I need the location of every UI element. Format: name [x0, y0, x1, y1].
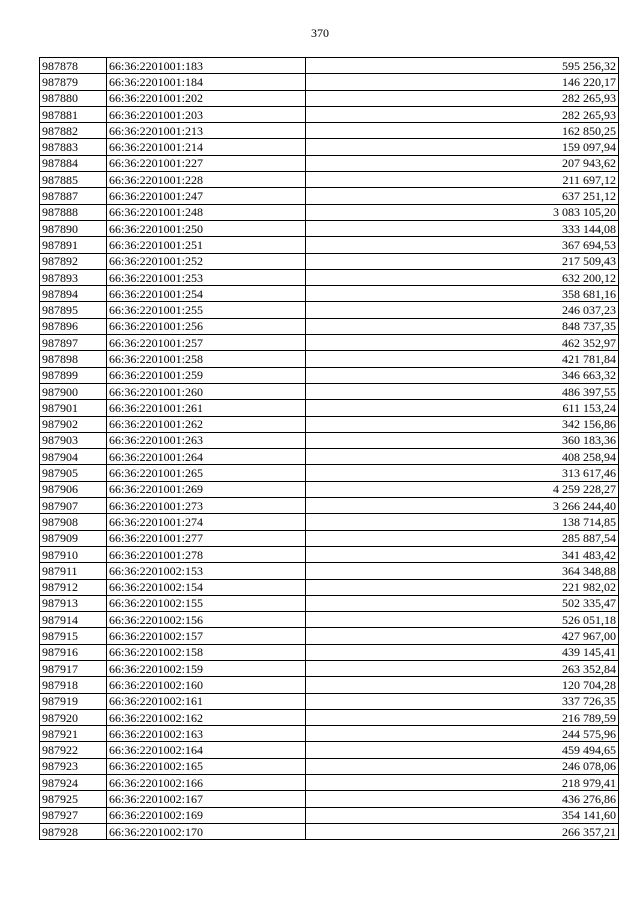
amount-cell: 354 141,60 [306, 807, 619, 823]
amount-cell: 211 697,12 [306, 172, 619, 188]
cadastral-number-cell: 66:36:2201001:250 [107, 220, 306, 236]
table-row [40, 807, 619, 823]
row-number-cell: 987884 [40, 155, 107, 171]
page-number: 370 [311, 26, 329, 40]
cadastral-number-cell: 66:36:2201001:214 [107, 139, 306, 155]
cadastral-number-cell: 66:36:2201001:256 [107, 318, 306, 334]
amount-cell: 502 335,47 [306, 595, 619, 611]
row-number-cell: 987902 [40, 416, 107, 432]
row-number-cell: 987897 [40, 335, 107, 351]
amount-cell: 367 694,53 [306, 237, 619, 253]
amount-cell: 637 251,12 [306, 188, 619, 204]
table-row [40, 172, 619, 188]
row-number-cell: 987896 [40, 318, 107, 334]
cadastral-number-cell: 66:36:2201001:202 [107, 90, 306, 106]
registry-table-body [40, 58, 619, 840]
cadastral-number-cell: 66:36:2201001:278 [107, 546, 306, 562]
table-row [40, 791, 619, 807]
amount-cell: 162 850,25 [306, 123, 619, 139]
amount-cell: 120 704,28 [306, 677, 619, 693]
amount-cell: 459 494,65 [306, 742, 619, 758]
cadastral-number-cell: 66:36:2201001:258 [107, 351, 306, 367]
cadastral-number-cell: 66:36:2201001:265 [107, 465, 306, 481]
table-row [40, 237, 619, 253]
cadastral-number-cell: 66:36:2201001:277 [107, 530, 306, 546]
table-row [40, 546, 619, 562]
table-row [40, 204, 619, 220]
row-number-cell: 987916 [40, 644, 107, 660]
cadastral-number-cell: 66:36:2201001:260 [107, 383, 306, 399]
table-row [40, 220, 619, 236]
cadastral-number-cell: 66:36:2201001:248 [107, 204, 306, 220]
table-row [40, 123, 619, 139]
row-number-cell: 987915 [40, 628, 107, 644]
row-number-cell: 987879 [40, 74, 107, 90]
row-number-cell: 987927 [40, 807, 107, 823]
table-row [40, 660, 619, 676]
row-number-cell: 987912 [40, 579, 107, 595]
cadastral-number-cell: 66:36:2201002:159 [107, 660, 306, 676]
cadastral-number-cell: 66:36:2201001:262 [107, 416, 306, 432]
table-row [40, 367, 619, 383]
cadastral-number-cell: 66:36:2201002:166 [107, 775, 306, 791]
table-row [40, 90, 619, 106]
row-number-cell: 987913 [40, 595, 107, 611]
row-number-cell: 987893 [40, 269, 107, 285]
table-row [40, 644, 619, 660]
cadastral-number-cell: 66:36:2201002:154 [107, 579, 306, 595]
table-row [40, 74, 619, 90]
cadastral-number-cell: 66:36:2201001:264 [107, 449, 306, 465]
row-number-cell: 987925 [40, 791, 107, 807]
row-number-cell: 987921 [40, 726, 107, 742]
cadastral-number-cell: 66:36:2201001:227 [107, 155, 306, 171]
amount-cell: 282 265,93 [306, 90, 619, 106]
table-row [40, 823, 619, 839]
amount-cell: 3 083 105,20 [306, 204, 619, 220]
row-number-cell: 987899 [40, 367, 107, 383]
cadastral-number-cell: 66:36:2201002:157 [107, 628, 306, 644]
amount-cell: 526 051,18 [306, 612, 619, 628]
row-number-cell: 987903 [40, 432, 107, 448]
cadastral-number-cell: 66:36:2201001:273 [107, 498, 306, 514]
amount-cell: 346 663,32 [306, 367, 619, 383]
amount-cell: 282 265,93 [306, 106, 619, 122]
amount-cell: 364 348,88 [306, 563, 619, 579]
cadastral-number-cell: 66:36:2201002:158 [107, 644, 306, 660]
table-row [40, 758, 619, 774]
row-number-cell: 987885 [40, 172, 107, 188]
cadastral-number-cell: 66:36:2201002:156 [107, 612, 306, 628]
cadastral-number-cell: 66:36:2201002:153 [107, 563, 306, 579]
table-row [40, 383, 619, 399]
row-number-cell: 987880 [40, 90, 107, 106]
amount-cell: 427 967,00 [306, 628, 619, 644]
row-number-cell: 987888 [40, 204, 107, 220]
amount-cell: 246 037,23 [306, 302, 619, 318]
amount-cell: 285 887,54 [306, 530, 619, 546]
table-row [40, 530, 619, 546]
amount-cell: 342 156,86 [306, 416, 619, 432]
cadastral-number-cell: 66:36:2201001:274 [107, 514, 306, 530]
cadastral-number-cell: 66:36:2201001:269 [107, 481, 306, 497]
table-row [40, 286, 619, 302]
amount-cell: 266 357,21 [306, 823, 619, 839]
cadastral-number-cell: 66:36:2201002:169 [107, 807, 306, 823]
table-row [40, 302, 619, 318]
table-row [40, 253, 619, 269]
amount-cell: 462 352,97 [306, 335, 619, 351]
cadastral-number-cell: 66:36:2201001:261 [107, 400, 306, 416]
amount-cell: 159 097,94 [306, 139, 619, 155]
amount-cell: 246 078,06 [306, 758, 619, 774]
row-number-cell: 987892 [40, 253, 107, 269]
amount-cell: 244 575,96 [306, 726, 619, 742]
row-number-cell: 987918 [40, 677, 107, 693]
row-number-cell: 987911 [40, 563, 107, 579]
amount-cell: 421 781,84 [306, 351, 619, 367]
amount-cell: 337 726,35 [306, 693, 619, 709]
row-number-cell: 987920 [40, 709, 107, 725]
table-row [40, 579, 619, 595]
cadastral-number-cell: 66:36:2201001:203 [107, 106, 306, 122]
cadastral-number-cell: 66:36:2201001:255 [107, 302, 306, 318]
row-number-cell: 987900 [40, 383, 107, 399]
cadastral-number-cell: 66:36:2201002:162 [107, 709, 306, 725]
row-number-cell: 987894 [40, 286, 107, 302]
amount-cell: 360 183,36 [306, 432, 619, 448]
row-number-cell: 987901 [40, 400, 107, 416]
table-row [40, 514, 619, 530]
row-number-cell: 987914 [40, 612, 107, 628]
cadastral-number-cell: 66:36:2201002:163 [107, 726, 306, 742]
amount-cell: 221 982,02 [306, 579, 619, 595]
amount-cell: 263 352,84 [306, 660, 619, 676]
amount-cell: 341 483,42 [306, 546, 619, 562]
table-row [40, 742, 619, 758]
cadastral-number-cell: 66:36:2201001:247 [107, 188, 306, 204]
cadastral-number-cell: 66:36:2201002:161 [107, 693, 306, 709]
amount-cell: 3 266 244,40 [306, 498, 619, 514]
amount-cell: 333 144,08 [306, 220, 619, 236]
amount-cell: 358 681,16 [306, 286, 619, 302]
cadastral-number-cell: 66:36:2201002:164 [107, 742, 306, 758]
row-number-cell: 987882 [40, 123, 107, 139]
cadastral-number-cell: 66:36:2201001:228 [107, 172, 306, 188]
table-row [40, 139, 619, 155]
table-row [40, 693, 619, 709]
table-row [40, 465, 619, 481]
amount-cell: 439 145,41 [306, 644, 619, 660]
amount-cell: 218 979,41 [306, 775, 619, 791]
row-number-cell: 987908 [40, 514, 107, 530]
row-number-cell: 987878 [40, 58, 107, 74]
table-row [40, 612, 619, 628]
table-row [40, 269, 619, 285]
cadastral-number-cell: 66:36:2201002:160 [107, 677, 306, 693]
cadastral-number-cell: 66:36:2201002:170 [107, 823, 306, 839]
cadastral-number-cell: 66:36:2201001:251 [107, 237, 306, 253]
amount-cell: 486 397,55 [306, 383, 619, 399]
table-row [40, 318, 619, 334]
cadastral-number-cell: 66:36:2201002:155 [107, 595, 306, 611]
amount-cell: 138 714,85 [306, 514, 619, 530]
row-number-cell: 987923 [40, 758, 107, 774]
row-number-cell: 987917 [40, 660, 107, 676]
table-row [40, 449, 619, 465]
amount-cell: 217 509,43 [306, 253, 619, 269]
table-row [40, 432, 619, 448]
table-row [40, 400, 619, 416]
row-number-cell: 987928 [40, 823, 107, 839]
amount-cell: 313 617,46 [306, 465, 619, 481]
table-row [40, 628, 619, 644]
amount-cell: 4 259 228,27 [306, 481, 619, 497]
cadastral-number-cell: 66:36:2201002:167 [107, 791, 306, 807]
cadastral-number-cell: 66:36:2201001:184 [107, 74, 306, 90]
row-number-cell: 987919 [40, 693, 107, 709]
cadastral-number-cell: 66:36:2201001:183 [107, 58, 306, 74]
amount-cell: 146 220,17 [306, 74, 619, 90]
table-row [40, 188, 619, 204]
cadastral-number-cell: 66:36:2201001:252 [107, 253, 306, 269]
row-number-cell: 987887 [40, 188, 107, 204]
table-row [40, 775, 619, 791]
row-number-cell: 987898 [40, 351, 107, 367]
table-row [40, 498, 619, 514]
cadastral-number-cell: 66:36:2201002:165 [107, 758, 306, 774]
table-row [40, 335, 619, 351]
table-row [40, 709, 619, 725]
table-row [40, 481, 619, 497]
amount-cell: 611 153,24 [306, 400, 619, 416]
registry-table [39, 57, 619, 840]
row-number-cell: 987922 [40, 742, 107, 758]
amount-cell: 436 276,86 [306, 791, 619, 807]
row-number-cell: 987906 [40, 481, 107, 497]
cadastral-number-cell: 66:36:2201001:213 [107, 123, 306, 139]
row-number-cell: 987881 [40, 106, 107, 122]
amount-cell: 216 789,59 [306, 709, 619, 725]
row-number-cell: 987909 [40, 530, 107, 546]
row-number-cell: 987883 [40, 139, 107, 155]
amount-cell: 207 943,62 [306, 155, 619, 171]
amount-cell: 632 200,12 [306, 269, 619, 285]
row-number-cell: 987895 [40, 302, 107, 318]
amount-cell: 408 258,94 [306, 449, 619, 465]
table-row [40, 726, 619, 742]
table-row [40, 595, 619, 611]
table-row [40, 106, 619, 122]
row-number-cell: 987904 [40, 449, 107, 465]
row-number-cell: 987907 [40, 498, 107, 514]
row-number-cell: 987890 [40, 220, 107, 236]
table-row [40, 58, 619, 74]
table-row [40, 351, 619, 367]
table-row [40, 563, 619, 579]
amount-cell: 848 737,35 [306, 318, 619, 334]
row-number-cell: 987924 [40, 775, 107, 791]
row-number-cell: 987905 [40, 465, 107, 481]
row-number-cell: 987910 [40, 546, 107, 562]
cadastral-number-cell: 66:36:2201001:254 [107, 286, 306, 302]
table-row [40, 416, 619, 432]
table-row [40, 155, 619, 171]
table-row [40, 677, 619, 693]
cadastral-number-cell: 66:36:2201001:257 [107, 335, 306, 351]
cadastral-number-cell: 66:36:2201001:259 [107, 367, 306, 383]
cadastral-number-cell: 66:36:2201001:263 [107, 432, 306, 448]
row-number-cell: 987891 [40, 237, 107, 253]
amount-cell: 595 256,32 [306, 58, 619, 74]
cadastral-number-cell: 66:36:2201001:253 [107, 269, 306, 285]
